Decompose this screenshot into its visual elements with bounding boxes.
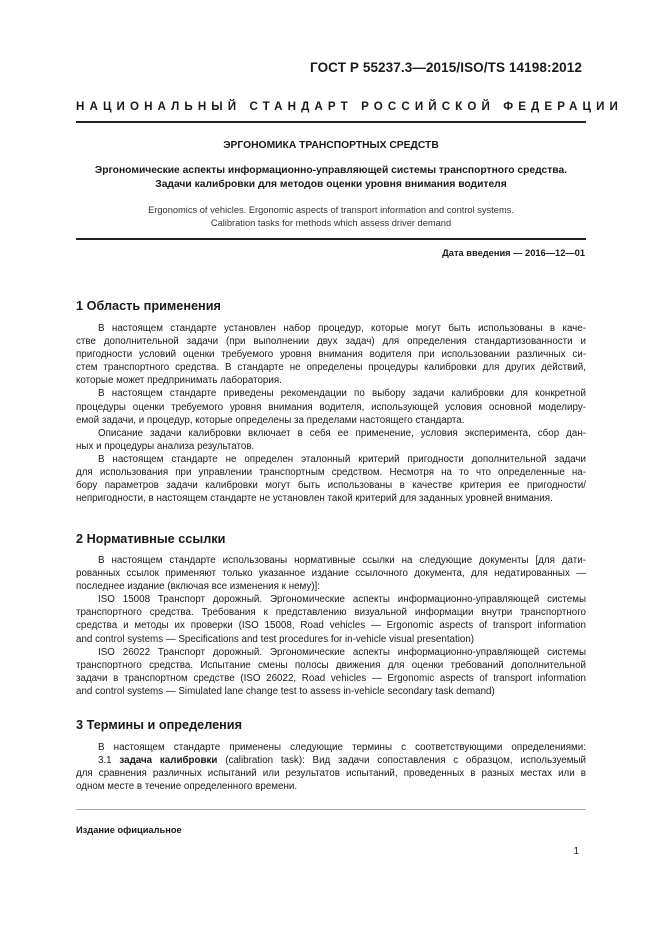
subtitle-ru-line-2: Задачи калибровки для методов оценки уровня внимания водителя — [155, 179, 507, 190]
s2-line: транспортного средства. Требования к представлению визуальной информации внутри транспортного — [76, 607, 586, 619]
national-standard-heading: НАЦИОНАЛЬНЫЙ СТАНДАРТ РОССИЙСКОЙ ФЕДЕРАЦИИ — [76, 100, 623, 113]
s2-line: задачи в транспортном средстве (ISO 26022, Road vehicles — Ergonomic aspects of transport information — [76, 672, 586, 684]
s1-line: В настоящем стандарте не определен эталонный критерий пригодности дополнительной задачи — [98, 453, 586, 465]
s1-line: В настоящем стандарте приведены рекомендации по выбору задачи калибровки для конкретной — [98, 388, 586, 400]
s1-line: стве дополнительной задачи (при выполнении двух задач) для определения стандартизованности и — [76, 336, 586, 348]
s2-line: and control systems — Specifications and test procedures for in-vehicle visual presentation) — [76, 633, 475, 645]
s2-line: последнее издание (включая все изменения к нему)]: — [76, 581, 321, 593]
s3-line-3: для сравнения различных испытаний или результатов испытаний, проведенных в разных местах или в — [76, 768, 586, 780]
s2-line: and control systems — Simulated lane change test to assess in-vehicle secondary task demand) — [76, 685, 495, 697]
s2-line: средства и методы их проверки (ISO 15008, Road vehicles — Ergonomic aspects of transport information — [76, 620, 586, 632]
s2-line: ISO 15008 Транспорт дорожный. Эргономические аспекты информационно-управляющей системы — [98, 594, 586, 606]
s1-line: В настоящем стандарте установлен набор процедур, которые могут быть использованы в каче- — [98, 323, 586, 334]
s1-line: пригодности условий оценки требуемого уровня внимания водителя при использовании различных си- — [76, 349, 586, 361]
section-1-lines — [76, 322, 586, 505]
footer-separator — [76, 809, 586, 810]
s2-line: транспортного средства. Испытание смены полосы движения для оценки требований дополнительной — [76, 659, 586, 671]
term-definition-start: (calibration task): Вид задачи сопоставления с образцом, используемый — [225, 755, 586, 767]
standard-subtitle-en — [76, 204, 586, 230]
section-2-lines — [76, 554, 586, 698]
top-rule — [76, 121, 586, 123]
section-3-heading: 3 Термины и определения — [76, 718, 243, 732]
term-number: 3.1 — [98, 755, 112, 767]
standard-subtitle-ru — [56, 164, 606, 192]
section-1-heading: 1 Область применения — [76, 299, 221, 313]
official-edition-label: Издание официальное — [76, 825, 182, 835]
introduction-date: Дата введения — 2016—12—01 — [442, 248, 585, 258]
s1-line: для использования при управлении транспортным средством. Несмотря на то что определенные на- — [76, 467, 586, 479]
subtitle-en-line-1: Ergonomics of vehicles. Ergonomic aspects of transport information and control systems. — [148, 205, 514, 215]
subtitle-en-line-2: Calibration tasks for methods which assess driver demand — [210, 218, 452, 228]
section-3-body — [76, 741, 586, 793]
s1-line: процедуры оценки требуемого уровня внимания водителя, использующей условия основной моделиру- — [76, 401, 586, 413]
page-number: 1 — [573, 846, 579, 857]
s2-line: ISO 26022 Транспорт дорожный. Эргономические аспекты информационно-управляющей системы — [98, 646, 586, 658]
s2-line: рованных ссылок применяют только указанное издание ссылочного документа, для недатированных — — [76, 568, 586, 580]
section-2-heading: 2 Нормативные ссылки — [76, 532, 226, 546]
s1-line: непригодности, в настоящем стандарте не установлен такой критерий для заданных уровней внимания. — [76, 493, 553, 505]
s1-line: ных и процедуры анализа результатов. — [76, 440, 255, 452]
document-code: ГОСТ Р 55237.3—2015/ISO/TS 14198:2012 — [310, 60, 582, 75]
s1-line: бору параметров задачи калибровки могут быть использованы в качестве критерия ее пригодности/ — [76, 480, 586, 492]
s3-line-1: В настоящем стандарте применены следующие термины с соответствующими определениями: — [98, 742, 586, 753]
s1-line: Описание задачи калибровки включает в себя ее применение, условия эксперимента, сбор дан- — [98, 427, 586, 439]
s1-line: стем транспортного средства. В стандарте не определены процедуры калибровки для других действий, — [76, 362, 586, 374]
s1-line: которые может предпринимать лаборатория. — [76, 375, 282, 387]
subtitle-ru-line-1: Эргономические аспекты информационно-управляющей системы транспортного средства. — [94, 165, 568, 176]
s1-line: емой задачи, и процедур, которые определены за пределами настоящего стандарта. — [76, 414, 465, 426]
s3-line-4: одном месте в течение определенного времени. — [76, 781, 298, 793]
s2-line: В настоящем стандарте использованы нормативные ссылки на следующие документы [для дати- — [98, 555, 586, 566]
standard-title: ЭРГОНОМИКА ТРАНСПОРТНЫХ СРЕДСТВ — [223, 140, 439, 151]
s3-term-line — [76, 754, 586, 767]
bottom-rule — [76, 238, 586, 240]
term-name: задача калибровки — [119, 755, 218, 767]
